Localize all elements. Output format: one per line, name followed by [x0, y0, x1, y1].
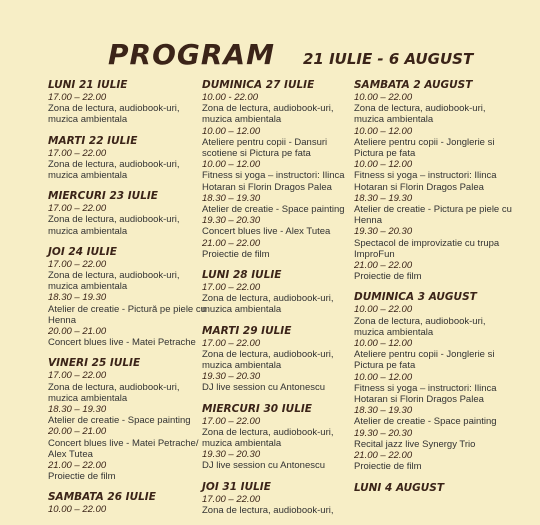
entry-time: 18.30 – 19.30 — [48, 292, 107, 304]
entry-time: 10.00 - 22.00 — [202, 92, 258, 103]
entry-activity: Proiectie de film — [354, 271, 422, 283]
entry-activity: Zona de lectura, audiobook-uri, — [202, 504, 334, 516]
day-block — [354, 79, 514, 282]
entry-activity: Zona de lectura, audiobook-uri, muzica ambientala — [354, 315, 486, 338]
day-title: MARTI 29 IULIE — [202, 324, 292, 337]
entry-time: 18.30 – 19.30 — [202, 192, 261, 204]
day-block — [202, 269, 362, 316]
day-block — [202, 325, 362, 394]
entry-time: 17.00 – 22.00 — [48, 258, 107, 270]
day-title: MIERCURI 23 IULIE — [48, 190, 158, 203]
entry-activity: Recital jazz live Synergy Trio — [354, 438, 476, 450]
entry-time: 10.00 – 12.00 — [202, 125, 261, 137]
entry-activity: Zona de lectura, audiobook-uri, muzica ambientala — [48, 158, 180, 182]
entry-time: 19.30 – 20.30 — [354, 226, 413, 238]
entry-time: 18.30 – 19.30 — [354, 405, 413, 417]
entry-activity: Ateliere pentru copii - Jonglerie si Pictura pe fata — [354, 136, 495, 160]
day-block — [48, 246, 208, 349]
entry-time: 17.00 – 22.00 — [48, 92, 107, 103]
day-block — [202, 481, 362, 516]
entry-activity: Proiectie de film — [202, 248, 270, 260]
day-block — [354, 482, 514, 495]
day-title: SAMBATA 26 IULIE — [48, 491, 156, 504]
day-title: SAMBATA 2 AUGUST — [354, 79, 473, 91]
entry-activity: Atelier de creatie - Space painting — [48, 415, 191, 427]
entry-time: 19.30 – 20.30 — [202, 215, 261, 227]
day-block — [48, 357, 208, 482]
entry-time: 20.00 – 21.00 — [48, 326, 107, 338]
entry-time: 19.30 – 20.30 — [354, 427, 413, 439]
day-block — [202, 79, 362, 260]
schedule-column-1 — [48, 79, 208, 525]
entry-activity: Ateliere pentru copii - Jonglerie si Pictura pe fata — [354, 349, 495, 372]
entry-activity: Zona de lectura, audiobook-uri, muzica ambientala — [48, 381, 180, 404]
entry-activity: Zona de lectura, audiobook-uri, muzica ambientala — [48, 270, 180, 293]
entry-time: 17.00 – 22.00 — [48, 147, 107, 159]
entry-time: 10.00 – 22.00 — [354, 92, 413, 103]
entry-activity: DJ live session cu Antonescu — [202, 460, 326, 472]
day-title: LUNI 4 AUGUST — [354, 481, 445, 494]
schedule-column-2 — [202, 79, 362, 525]
entry-activity: Proiectie de film — [354, 461, 422, 473]
entry-time: 21.00 – 22.00 — [354, 260, 413, 272]
entry-time: 20.00 – 21.00 — [48, 426, 107, 438]
day-title: DUMINICA 27 IULIE — [202, 79, 315, 91]
day-title: MARTI 22 IULIE — [48, 134, 138, 147]
page-title: PROGRAM — [108, 38, 275, 71]
day-block — [48, 79, 208, 126]
entry-activity: Zona de lectura, audiobook-uri, muzica ambientala — [202, 293, 334, 316]
entry-time: 21.00 – 22.00 — [354, 450, 413, 462]
entry-time: 10.00 – 12.00 — [354, 125, 413, 137]
entry-activity: Atelier de creatie - Pictură pe piele cu Henna — [48, 303, 206, 326]
entry-time: 10.00 – 22.00 — [48, 504, 107, 516]
day-title: LUNI 28 IULIE — [202, 269, 282, 282]
entry-activity: Fitness si yoga – instructori: Ilinca Hotaran si Florin Dragos Palea — [354, 170, 497, 193]
header — [108, 38, 473, 71]
schedule-column-3 — [354, 79, 514, 504]
entry-time: 17.00 – 22.00 — [202, 493, 261, 505]
day-block — [202, 403, 362, 472]
entry-activity: Zona de lectura, audiobook-uri, muzica ambientala — [48, 214, 180, 237]
day-block — [48, 135, 208, 182]
day-title: DUMINICA 3 AUGUST — [354, 291, 477, 304]
entry-time: 10.00 – 12.00 — [202, 159, 261, 171]
entry-time: 19.30 – 20.30 — [202, 371, 261, 383]
entry-activity: Zona de lectura, audiobook-uri, muzica ambientala — [202, 103, 334, 126]
entry-activity: Concert blues live - Alex Tutea — [202, 226, 331, 238]
entry-activity: Concert blues live - Matei Petrache — [48, 337, 196, 349]
entry-time: 10.00 – 12.00 — [354, 159, 413, 171]
entry-activity: Fitness si yoga – instructori: Ilinca Hotaran si Florin Dragos Palea — [354, 382, 497, 406]
entry-time: 10.00 – 12.00 — [354, 338, 413, 350]
entry-activity: Proiectie de film — [48, 471, 116, 483]
entry-time: 21.00 – 22.00 — [202, 237, 261, 249]
entry-time: 17.00 – 22.00 — [202, 282, 261, 294]
date-range: 21 IULIE - 6 AUGUST — [302, 50, 474, 68]
day-block — [354, 291, 514, 472]
entry-time: 18.30 – 19.30 — [48, 404, 107, 416]
day-title: JOI 31 IULIE — [202, 480, 271, 493]
entry-activity: Atelier de creatie - Pictura pe piele cu Henna — [354, 204, 512, 227]
entry-activity: Zona de lectura, audiobook-uri, muzica ambientala — [48, 103, 180, 126]
day-block — [48, 491, 208, 515]
entry-time: 17.00 – 22.00 — [48, 370, 107, 382]
entry-time: 10.00 – 12.00 — [354, 371, 413, 383]
entry-activity: Concert blues live - Matei Petrache/ Alex Tutea — [48, 437, 199, 460]
entry-time: 21.00 – 22.00 — [48, 460, 107, 472]
entry-time: 17.00 – 22.00 — [202, 337, 261, 349]
entry-activity: Fitness si yoga – instructori: Ilinca Hotaran si Florin Dragos Palea — [202, 170, 345, 193]
entry-activity: Ateliere pentru copii - Dansuri scotiene si Pictura pe fata — [202, 136, 328, 160]
entry-activity: Zona de lectura, audiobook-uri, muzica ambientala — [202, 426, 334, 450]
entry-time: 17.00 – 22.00 — [202, 415, 261, 427]
entry-activity: Atelier de creatie - Space painting — [354, 416, 497, 428]
entry-time: 18.30 – 19.30 — [354, 192, 413, 204]
day-title: LUNI 21 IULIE — [48, 79, 128, 91]
day-title: VINERI 25 IULIE — [48, 357, 141, 370]
entry-activity: Spectacol de improvizatie cu trupa ImproFun — [354, 237, 500, 260]
entry-time: 10.00 – 22.00 — [354, 304, 413, 316]
entry-activity: Zona de lectura, audiobook-uri, muzica ambientala — [202, 348, 334, 372]
entry-activity: Zona de lectura, audiobook-uri, muzica ambientala — [354, 103, 486, 126]
entry-activity: Atelier de creatie - Space painting — [202, 204, 345, 216]
entry-activity: DJ live session cu Antonescu — [202, 382, 326, 394]
day-title: JOI 24 IULIE — [48, 245, 117, 258]
day-block — [48, 190, 208, 237]
entry-time: 17.00 – 22.00 — [48, 203, 107, 215]
day-title: MIERCURI 30 IULIE — [202, 402, 312, 415]
entry-time: 19.30 – 20.30 — [202, 449, 261, 461]
